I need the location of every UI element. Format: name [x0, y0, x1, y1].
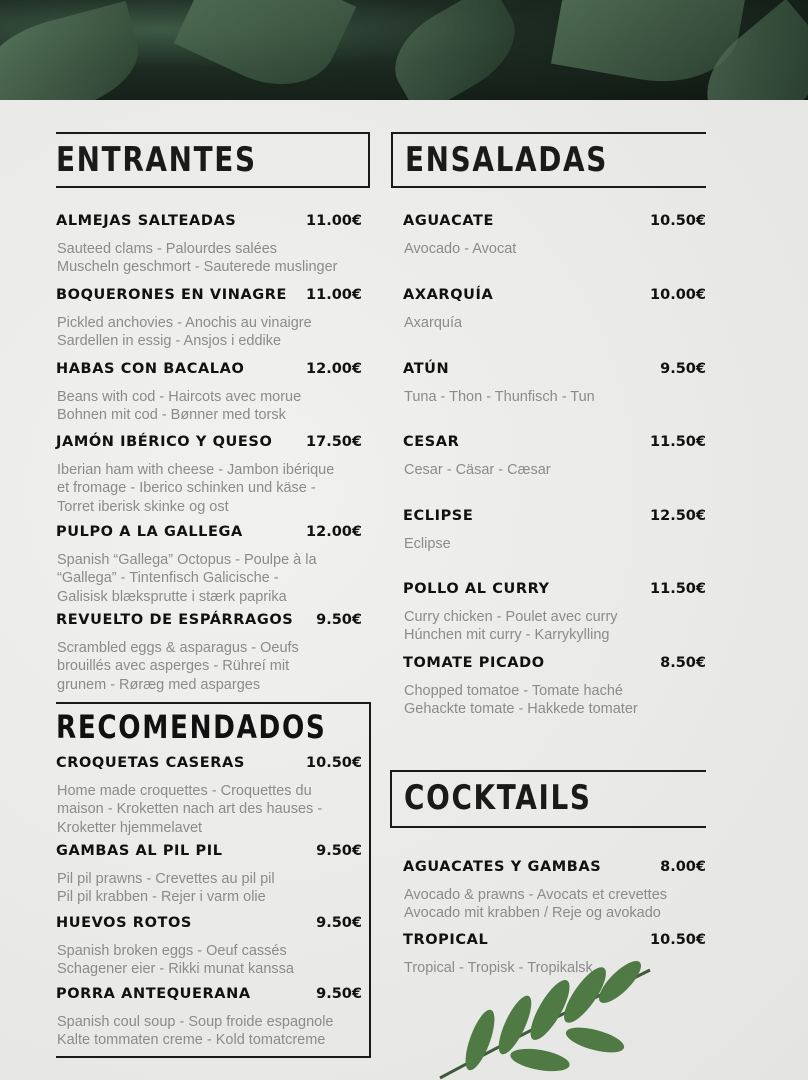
section-title: ENSALADAS: [405, 140, 608, 180]
section-title: ENTRANTES: [56, 140, 257, 180]
item-name: TOMATE PICADO: [403, 655, 545, 671]
section-title: COCKTAILS: [404, 778, 592, 818]
item-name: CROQUETAS CASERAS: [56, 755, 245, 771]
item-name: ATÚN: [403, 361, 450, 377]
section-header-entrantes: [56, 132, 370, 188]
item-price: 8.00€: [660, 859, 706, 875]
item-description: Beans with cod - Haircots avec morue Bohnen mit cod - Bønner med torsk: [57, 389, 302, 424]
item-name: AGUACATE: [403, 213, 495, 229]
item-name: POLLO AL CURRY: [403, 581, 550, 597]
item-price: 11.00€: [306, 213, 362, 229]
item-price: 9.50€: [316, 843, 362, 859]
item-description: Sauteed clams - Palourdes salées Muscheln geschmort - Sauterede muslinger: [57, 241, 338, 276]
item-price: 11.50€: [650, 581, 706, 597]
item-price: 9.50€: [660, 361, 706, 377]
item-price: 10.50€: [306, 755, 362, 771]
item-description: Eclipse: [404, 536, 451, 552]
item-description: Axarquía: [404, 315, 463, 331]
item-price: 11.50€: [650, 434, 706, 450]
item-name: PULPO A LA GALLEGA: [56, 524, 243, 540]
item-price: 10.00€: [650, 287, 706, 303]
section-header-cocktails: [390, 770, 706, 828]
item-price: 11.00€: [306, 287, 362, 303]
item-name: HABAS CON BACALAO: [56, 361, 245, 377]
item-name: HUEVOS ROTOS: [56, 915, 192, 931]
item-description: Chopped tomatoe - Tomate haché Gehackte tomate - Hakkede tomater: [404, 683, 638, 718]
item-description: Tuna - Thon - Thunfisch - Tun: [404, 389, 595, 405]
item-description: Tropical - Tropisk - Tropikalsk: [404, 960, 593, 976]
item-price: 12.00€: [306, 524, 362, 540]
item-price: 12.50€: [650, 508, 706, 524]
item-price: 9.50€: [316, 915, 362, 931]
item-name: AXARQUÍA: [403, 287, 494, 303]
item-name: CESAR: [403, 434, 460, 450]
item-description: Avocado & prawns - Avocats et crevettes Avocado mit krabben / Reje og avokado: [404, 887, 668, 922]
item-description: Cesar - Cäsar - Cæsar: [404, 462, 551, 478]
item-name: JAMÓN IBÉRICO Y QUESO: [56, 434, 273, 450]
item-name: PORRA ANTEQUERANA: [56, 986, 251, 1002]
item-description: Spanish “Gallega” Octopus - Poulpe à la “Gallega” - Tintenfisch Galicische - Galisisk blæksprutte i stærk paprika: [57, 552, 317, 605]
leaf-branch-icon: [420, 960, 680, 1080]
item-name: GAMBAS AL PIL PIL: [56, 843, 223, 859]
item-price: 10.50€: [650, 932, 706, 948]
item-description: Spanish broken eggs - Oeuf cassés Schagener eier - Rikki munat kanssa: [57, 943, 294, 978]
item-price: 17.50€: [306, 434, 362, 450]
item-price: 8.50€: [660, 655, 706, 671]
section-title: RECOMENDADOS: [56, 708, 327, 746]
item-description: Scrambled eggs & asparagus - Oeufs brouillés avec asperges - Rühreí mit grunem - Røræg med asparges: [57, 640, 299, 693]
item-name: AGUACATES Y GAMBAS: [403, 859, 602, 875]
item-price: 12.00€: [306, 361, 362, 377]
item-price: 9.50€: [316, 986, 362, 1002]
item-name: ALMEJAS SALTEADAS: [56, 213, 237, 229]
section-header-ensaladas: [391, 132, 706, 188]
item-description: Pickled anchovies - Anochis au vinaigre Sardellen in essig - Ansjos i eddike: [57, 315, 312, 350]
item-name: TROPICAL: [403, 932, 489, 948]
item-name: REVUELTO DE ESPÁRRAGOS: [56, 612, 294, 628]
item-description: Avocado - Avocat: [404, 241, 517, 257]
item-description: Curry chicken - Poulet avec curry Húnchen mit curry - Karrykylling: [404, 609, 618, 644]
item-description: Pil pil prawns - Crevettes au pil pil Pil pil krabben - Rejer i varm olie: [57, 871, 275, 906]
item-description: Home made croquettes - Croquettes du maison - Kroketten nach art des hauses - Kroketter hjemmelavet: [57, 783, 323, 836]
item-price: 10.50€: [650, 213, 706, 229]
item-name: BOQUERONES EN VINAGRE: [56, 287, 288, 303]
item-description: Iberian ham with cheese - Jambon ibérique et fromage - Iberico schinken und käse - Torret iberisk skinke og ost: [57, 462, 335, 515]
item-price: 9.50€: [316, 612, 362, 628]
tropical-leaves-banner: [0, 0, 808, 100]
item-description: Spanish coul soup - Soup froide espagnole Kalte tommaten creme - Kold tomatcreme: [57, 1014, 334, 1049]
item-name: ECLIPSE: [403, 508, 474, 524]
